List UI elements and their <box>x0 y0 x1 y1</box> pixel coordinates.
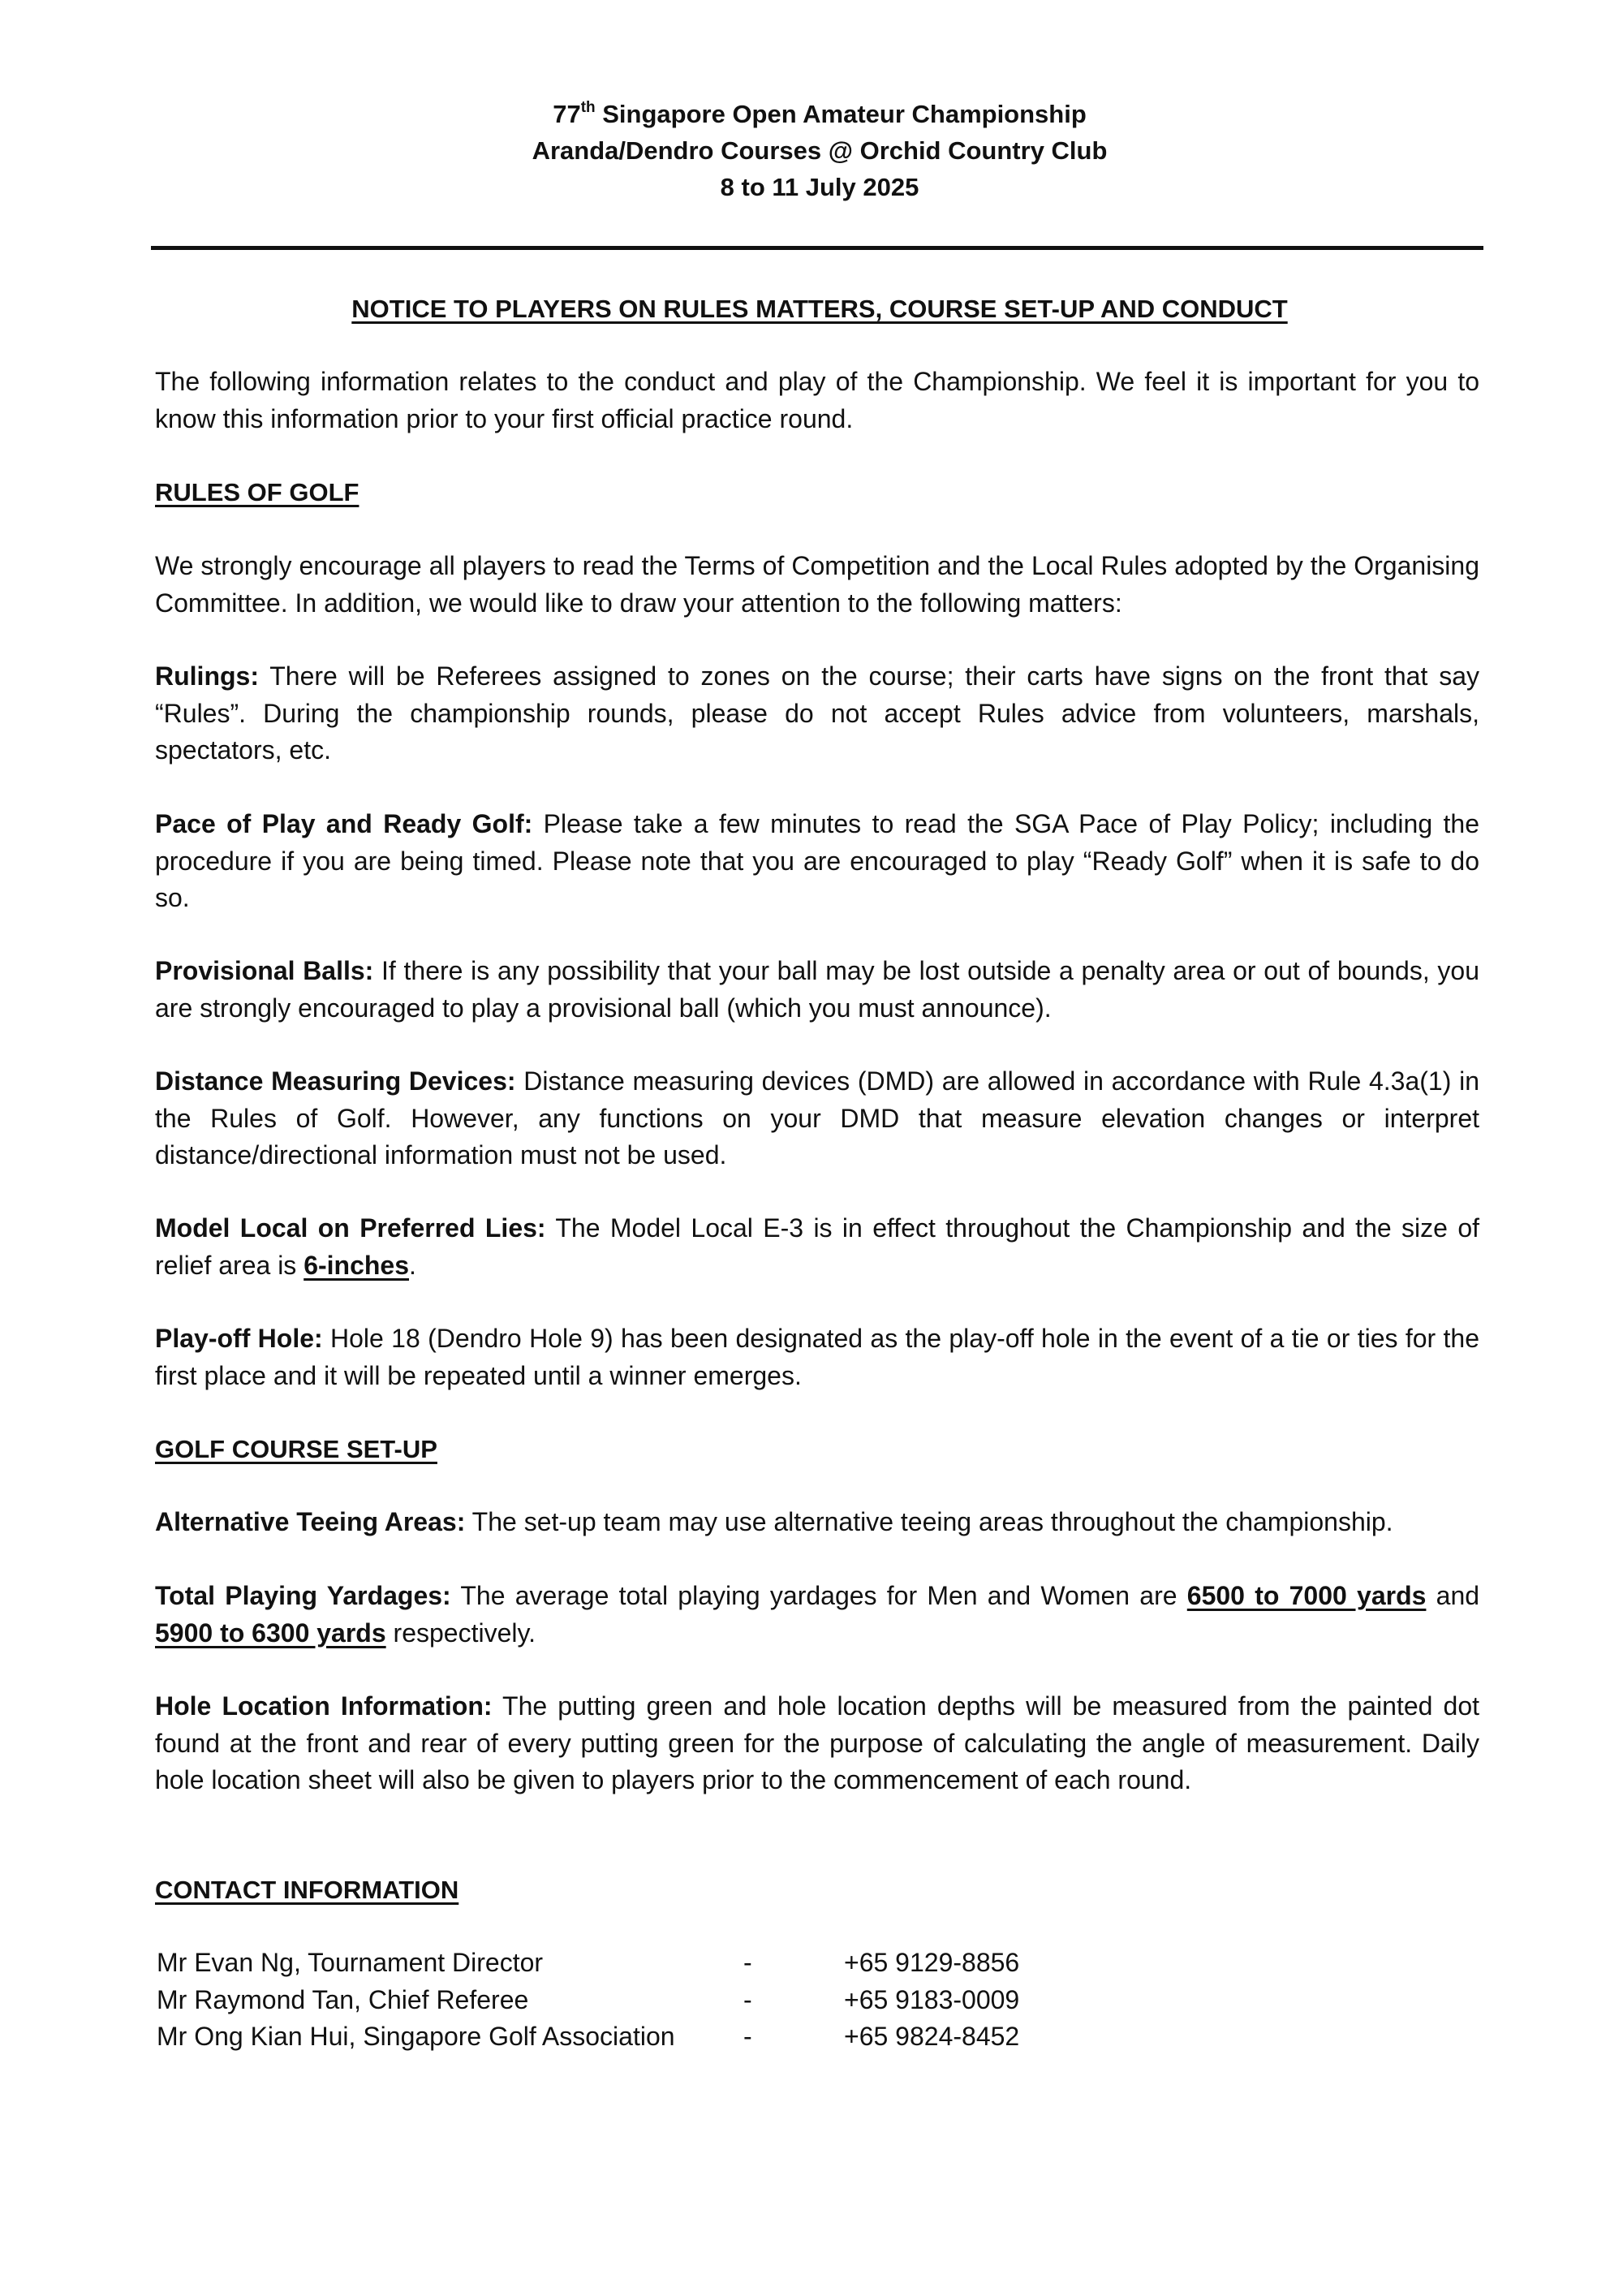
contact-list <box>157 1945 1087 2056</box>
yardages-mid: and <box>1426 1581 1480 1610</box>
yardages-text: The average total playing yardages for Men and Women are <box>450 1581 1187 1610</box>
contact-separator: - <box>743 1984 752 2014</box>
men-yardage: 6500 to 7000 yards <box>1186 1581 1427 1610</box>
contact-row <box>157 2018 1087 2056</box>
contact-phone: +65 9824-8452 <box>844 2022 1020 2051</box>
teeing-areas-text: The set-up team may use alternative teeing areas throughout the championship. <box>465 1507 1393 1536</box>
contact-information-heading: CONTACT INFORMATION <box>155 1876 459 1904</box>
relief-area-size: 6-inches <box>304 1250 410 1280</box>
rules-intro-paragraph: We strongly encourage all players to read the Terms of Competition and the Local Rules adopted by the Organising Committee. In addition, we would like to draw your attention to the following matters: <box>155 551 1479 618</box>
rulings-paragraph <box>155 658 1479 769</box>
pace-of-play-paragraph <box>155 806 1479 917</box>
rulings-label: Rulings: <box>155 661 259 691</box>
rules-of-golf-heading: RULES OF GOLF <box>155 478 359 506</box>
hole-location-text: The putting green and hole location depths will be measured from the painted dot found at the front and rear of every putting green for the purpose of calculating the angle of measurement. Daily hole location sheet will also be given to players prior to the commencement of each round. <box>155 1691 1480 1794</box>
contact-separator: - <box>743 2022 752 2051</box>
preferred-lies-end: . <box>409 1250 416 1280</box>
contact-row <box>157 1945 1087 1982</box>
contact-phone: +65 9129-8856 <box>844 1948 1020 1977</box>
preferred-lies-text: The Model Local E-3 is in effect throughout the Championship and the size of relief area is <box>155 1213 1480 1280</box>
preferred-lies-label: Model Local on Preferred Lies: <box>155 1213 546 1243</box>
provisional-balls-text: If there is any possibility that your ball may be lost outside a penalty area or out of bounds, you are strongly encouraged to play a provisional ball (which you must announce). <box>155 956 1480 1023</box>
edition-suffix: th <box>580 98 596 116</box>
intro-paragraph: The following information relates to the conduct and play of the Championship. We feel it is important for you to know this information prior to your first official practice round. <box>155 367 1479 433</box>
playoff-hole-text: Hole 18 (Dendro Hole 9) has been designated as the play-off hole in the event of a tie or ties for the first place and it will be repeated until a winner emerges. <box>155 1324 1480 1390</box>
contact-row <box>157 1982 1087 2019</box>
yardages-end: respectively. <box>385 1618 536 1648</box>
dmd-label: Distance Measuring Devices: <box>155 1066 516 1096</box>
course-setup-heading: GOLF COURSE SET-UP <box>155 1435 437 1463</box>
contact-separator: - <box>743 1948 752 1977</box>
championship-title <box>154 96 1485 132</box>
edition-number: 77 <box>553 100 581 128</box>
rulings-text: There will be Referees assigned to zones on the course; their carts have signs on the front that say “Rules”. During the championship rounds, please do not accept Rules advice from volunteers, marshals, spectators, etc. <box>155 661 1479 765</box>
contact-phone: +65 9183-0009 <box>844 1984 1020 2014</box>
header-divider <box>151 246 1483 250</box>
dmd-text: Distance measuring devices (DMD) are allowed in accordance with Rule 4.3a(1) in the Rules of Golf. However, any functions on your DMD that measure elevation changes or interpret distance/directional information must not be used. <box>155 1066 1480 1170</box>
women-yardage: 5900 to 6300 yards <box>155 1618 386 1648</box>
preferred-lies-paragraph <box>155 1210 1479 1284</box>
playoff-hole-label: Play-off Hole: <box>155 1324 323 1353</box>
contact-name: Mr Evan Ng, Tournament Director <box>157 1948 544 1977</box>
contact-name: Mr Raymond Tan, Chief Referee <box>157 1984 529 2014</box>
provisional-balls-paragraph <box>155 953 1479 1027</box>
pace-of-play-text: Please take a few minutes to read the SGA Pace of Play Policy; including the procedure if you are being timed. Please note that you are encouraged to play “Ready Golf” when it is safe to do so. <box>155 809 1480 912</box>
hole-location-label: Hole Location Information: <box>155 1691 493 1721</box>
playoff-hole-paragraph <box>155 1320 1479 1394</box>
hole-location-paragraph <box>155 1688 1479 1799</box>
teeing-areas-paragraph <box>155 1504 1479 1541</box>
yardages-label: Total Playing Yardages: <box>155 1581 451 1610</box>
document-header <box>154 96 1485 205</box>
yardages-paragraph <box>155 1578 1479 1652</box>
pace-of-play-label: Pace of Play and Ready Golf: <box>155 809 533 838</box>
dates-line: 8 to 11 July 2025 <box>720 173 919 201</box>
venue-line: Aranda/Dendro Courses @ Orchid Country Club <box>532 136 1108 165</box>
dmd-paragraph <box>155 1063 1479 1174</box>
contact-name: Mr Ong Kian Hui, Singapore Golf Association <box>157 2022 675 2051</box>
teeing-areas-label: Alternative Teeing Areas: <box>155 1507 466 1536</box>
provisional-balls-label: Provisional Balls: <box>155 956 374 985</box>
championship-name: Singapore Open Amateur Championship <box>595 100 1087 128</box>
notice-title: NOTICE TO PLAYERS ON RULES MATTERS, COURSE SET-UP AND CONDUCT <box>351 295 1288 323</box>
